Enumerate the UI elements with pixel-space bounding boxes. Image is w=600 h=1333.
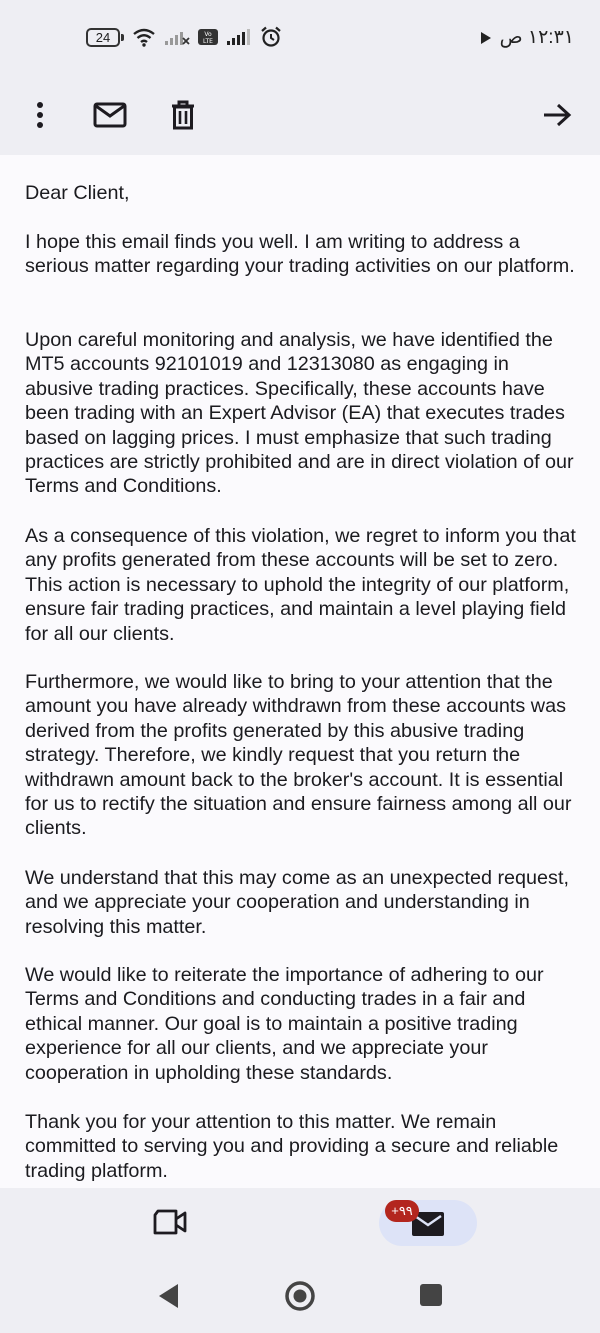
meet-video-icon[interactable]	[152, 1208, 188, 1241]
recents-icon[interactable]	[420, 1284, 442, 1311]
email-paragraph: We would like to reiterate the importance of adhering to our Terms and Conditions and conducting trades in a fair and ethical manner. Our goal is to maintain a positive trading experience for all our clients, and we appreciate your cooperation in upholding these standards.	[25, 964, 544, 1084]
email-paragraph: Furthermore, we would like to bring to your attention that the amount you have already withdrawn from these accounts was derived from the profits generated by this abusive trading strategy. Therefore, we kindly request that you return the withdrawn amount back to the broker's account. It is essential for us to rectify the situation and ensure fairness among all our clients.	[25, 671, 572, 840]
email-paragraph: As a consequence of this violation, we regret to inform you that any profits generated from these accounts will be set to zero. This action is necessary to uphold the integrity of our platform, ensure fair trading practices, and maintain a level playing field for all our clients.	[25, 525, 576, 645]
mark-unread-icon[interactable]	[86, 91, 134, 139]
clock: ١٢:٣١ ص	[499, 27, 574, 48]
email-toolbar	[0, 75, 600, 155]
more-vert-icon[interactable]	[16, 91, 64, 139]
wifi-icon	[132, 27, 156, 47]
signal-icon	[226, 28, 252, 46]
battery-icon	[86, 28, 124, 47]
delete-icon[interactable]	[159, 91, 207, 139]
svg-text:Vo: Vo	[204, 31, 212, 38]
email-paragraph: We understand that this may come as an unexpected request, and we appreciate your cooperation and understanding in resolving this matter.	[25, 867, 569, 938]
email-paragraph: Dear Client,	[25, 182, 130, 204]
email-body	[0, 155, 600, 1188]
alarm-icon	[260, 26, 282, 48]
email-paragraph: I hope this email finds you well. I am writing to address a serious matter regarding your trading activities on our platform.	[25, 231, 575, 278]
system-navigation-bar	[0, 1258, 600, 1333]
email-paragraph: Thank you for your attention to this matter. We remain committed to serving you and providing a secure and reliable trading platform.	[25, 1111, 559, 1182]
bottom-navigation	[0, 1188, 600, 1258]
play-store-notification-icon	[480, 31, 492, 45]
svg-text:LTE: LTE	[203, 38, 213, 45]
battery-level: 24	[86, 28, 120, 47]
status-bar	[0, 0, 600, 75]
home-icon[interactable]	[284, 1280, 316, 1317]
signal-no-service-icon	[164, 28, 190, 46]
status-icons	[86, 26, 282, 48]
unread-count-badge: ٩٩+	[385, 1200, 419, 1222]
volte-icon	[198, 28, 218, 46]
forward-arrow-icon[interactable]	[533, 91, 581, 139]
status-right	[480, 26, 574, 49]
back-icon[interactable]	[157, 1283, 181, 1314]
email-paragraph: Upon careful monitoring and analysis, we have identified the MT5 accounts 92101019 and 12313080 as engaging in abusive trading practices. Specifically, these accounts have been trading with an Expert Advisor (EA) that executes trades based on lagging prices. I must emphasize that such trading practices are strictly prohibited and are in direct violation of our Terms and Conditions.	[25, 329, 574, 498]
